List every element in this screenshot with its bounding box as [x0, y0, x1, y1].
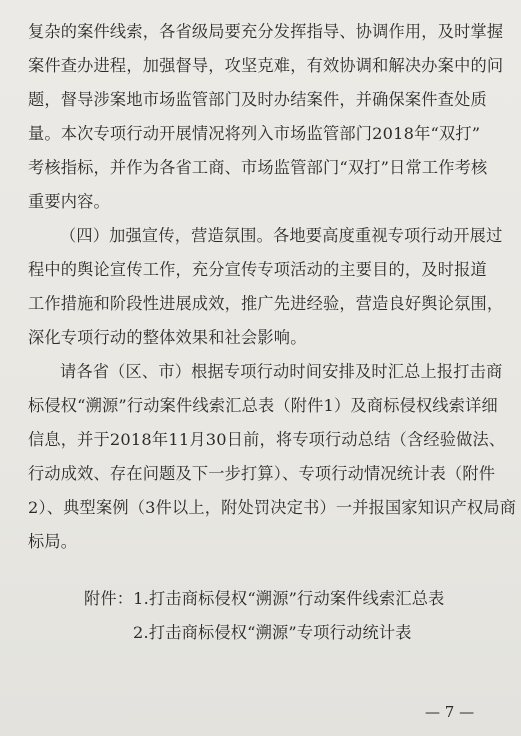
body-line: 程中的舆论宣传工作，充分宣传专项活动的主要目的，及时报道: [28, 260, 487, 279]
body-line: 行动成效、存在问题及下一步打算）、专项行动情况统计表（附件: [28, 464, 496, 483]
body-line: 标局。: [28, 532, 78, 551]
body-line: 2）、典型案例（3件以上，附处罚决定书）一并报国家知识产权局商: [28, 498, 517, 517]
body-line: 重要内容。: [28, 192, 110, 211]
body-line: 标侵权“溯源”行动案件线索汇总表（附件1）及商标侵权线索详细: [28, 396, 498, 415]
body-line: 信息，并于2018年11月30日前，将专项行动总结（含经验做法、: [28, 430, 506, 449]
body-line: 量。本次专项行动开展情况将列入市场监管部门2018年“双打”: [28, 124, 481, 143]
attachment-line-1: 附件：1.打击商标侵权“溯源”行动案件线索汇总表: [84, 589, 445, 608]
body-line: 请各省（区、市）根据专项行动时间安排及时汇总上报打击商: [60, 362, 503, 381]
body-line: 深化专项行动的整体效果和社会影响。: [28, 328, 307, 347]
body-line-section-heading: （四）加强宣传，营造氛围。各地要高度重视专项行动开展过: [60, 226, 503, 245]
body-line: 复杂的案件线索，各省级局要充分发挥指导、协调作用，及时掌握: [28, 22, 504, 41]
body-line: 案件查办进程，加强督导，攻坚克难，有效协调和解决办案中的问: [28, 56, 504, 75]
attachment-line-2: 2.打击商标侵权“溯源”专项行动统计表: [133, 623, 412, 642]
body-line: 题，督导涉案地市场监管部门及时办结案件，并确保案件查处质: [28, 90, 487, 109]
page-number: — 7 —: [425, 703, 475, 721]
body-line: 考核指标，并作为各省工商、市场监管部门“双打”日常工作考核: [28, 158, 488, 177]
body-line: 工作措施和阶段性进展成效，推广先进经验，营造良好舆论氛围，: [28, 294, 504, 313]
